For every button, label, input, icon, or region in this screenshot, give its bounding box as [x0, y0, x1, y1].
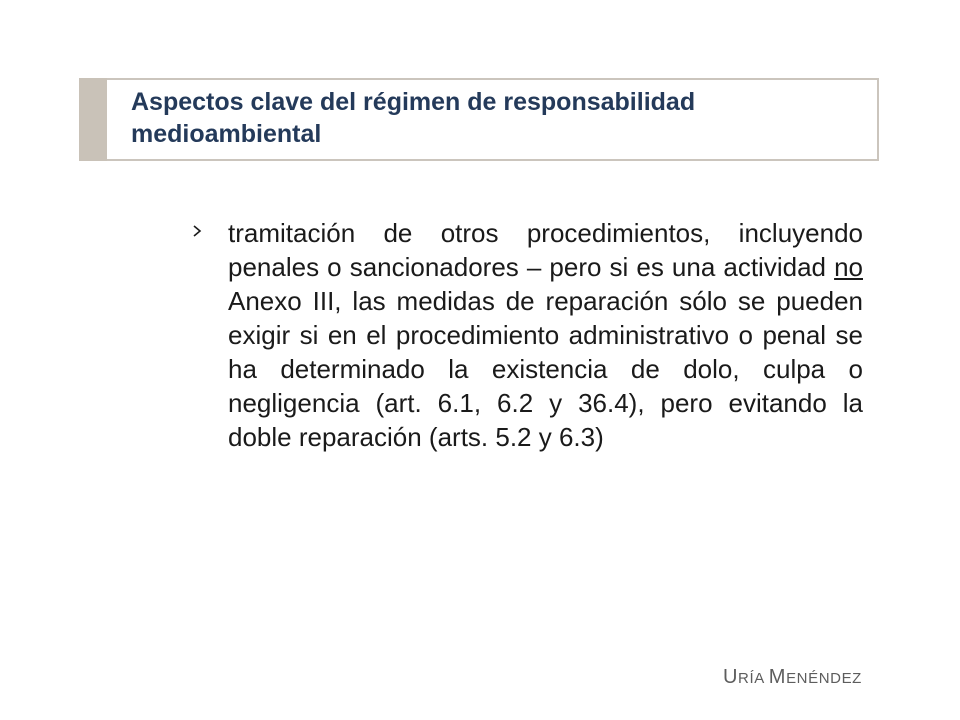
- title-accent-bar: [79, 78, 107, 161]
- svg-text:URÍA MENÉNDEZ: URÍA MENÉNDEZ: [723, 666, 862, 688]
- list-item: [190, 216, 863, 454]
- bullet-text-underlined: no: [834, 252, 863, 282]
- bullet-text-part-1: tramitación de otros procedimientos, incluyendo penales o sancionadores – pero si es una actividad: [228, 218, 863, 282]
- bullet-list: [190, 216, 863, 454]
- chevron-right-icon: [190, 224, 204, 238]
- slide-title: Aspectos clave del régimen de responsabilidad medioambiental: [131, 88, 696, 148]
- company-logo-wordmark: [723, 660, 883, 690]
- bullet-text-part-2: Anexo III, las medidas de reparación sólo se pueden exigir si en el procedimiento administrativo o penal se ha determinado la existencia de dolo, culpa o negligencia (art. 6.1, 6.2 y 36.4), pero evitando la doble reparación (arts. 5.2 y 6.3): [228, 286, 863, 452]
- company-logo: [723, 660, 883, 690]
- bullet-text: [228, 216, 863, 454]
